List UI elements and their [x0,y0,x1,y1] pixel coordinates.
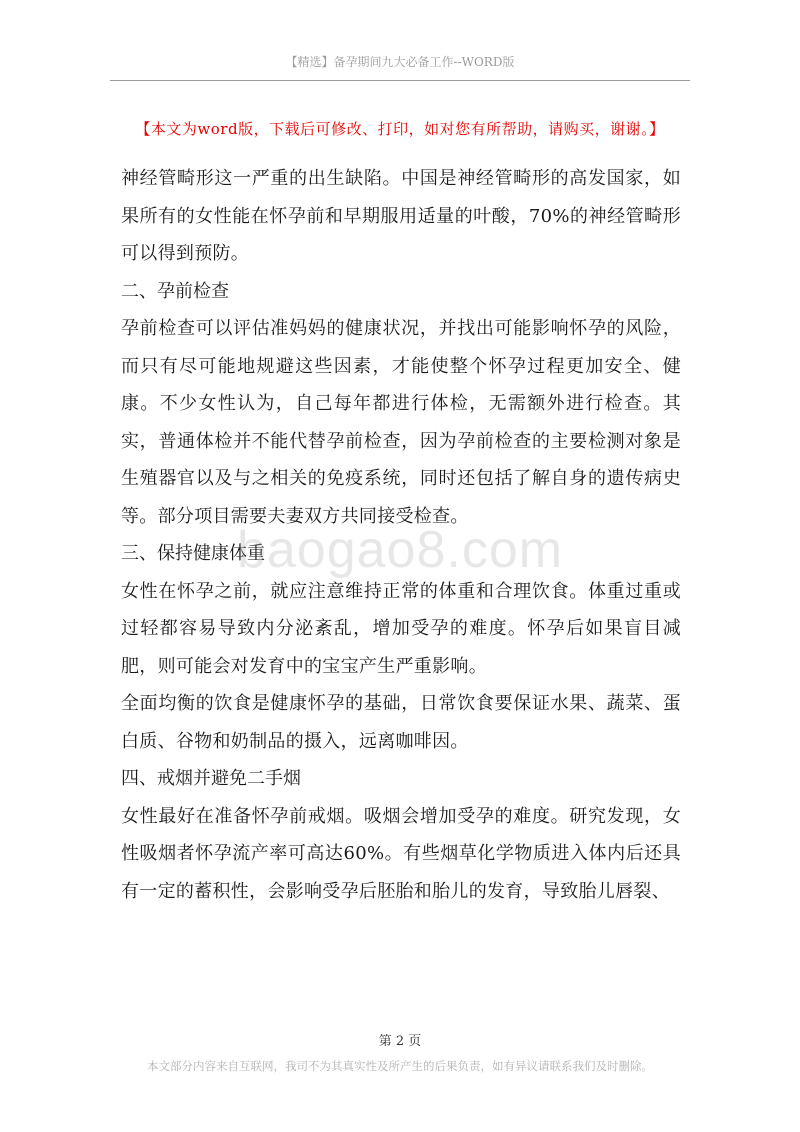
paragraph-folic-acid: 神经管畸形这一严重的出生缺陷。中国是神经管畸形的高发国家，如果所有的女性能在怀孕前和早期服用适量的叶酸，70%的神经管畸形可以得到预防。 [121,168,681,264]
heading-healthy-weight: 三、保持健康体重 [121,543,265,564]
paragraph-healthy-weight: 女性在怀孕之前，就应注意维持正常的体重和合理饮食。体重过重或过轻都容易导致内分泌紊乱，增加受孕的难度。怀孕后如果盲目减肥，则可能会对发育中的宝宝产生严重影响。 [121,580,681,677]
page-header [110,50,690,81]
document-body [121,160,681,910]
watermark: baogao8.com [236,521,564,579]
paragraph-quit-smoking: 女性最好在准备怀孕前戒烟。吸烟会增加受孕的难度。研究发现，女性吸烟者怀孕流产率可高达60%。有些烟草化学物质进入体内后还具有一定的蓄积性，会影响受孕后胚胎和胎儿的发育，导致胎儿唇裂、 [121,805,681,902]
paragraph-balanced-diet: 全面均衡的饮食是健康怀孕的基础，日常饮食要保证水果、蔬菜、蛋白质、谷物和奶制品的摄入，远离咖啡因。 [121,693,681,752]
heading-prenatal-check: 二、孕前检查 [121,280,229,302]
header-title: 【精选】备孕期间九大必备工作--WORD版 [285,55,515,69]
paragraph-prenatal-check: 孕前检查可以评估准妈妈的健康状况，并找出可能影响怀孕的风险，而只有尽可能地规避这些因素，才能使整个怀孕过程更加安全、健康。不少女性认为，自己每年都进行体检，无需额外进行检查。其实，普通体检并不能代替孕前检查，因为孕前检查的主要检测对象是生殖器官以及与之相关的免疫系统，同时还包括了解自身的遗传病史等。部分项目需要夫妻双方共同接受检查。 [121,318,681,527]
heading-quit-smoking: 四、戒烟并避免二手烟 [121,768,301,789]
footer-disclaimer: 本文部分内容来自互联网，我司不为其真实性及所产生的后果负责，如有异议请联系我们及时删除。 [147,1059,653,1073]
page-number: 第 2 页 [378,1034,422,1049]
red-notice: 【本文为word版，下载后可修改、打印，如对您有所帮助，请购买，谢谢。】 [135,120,665,138]
